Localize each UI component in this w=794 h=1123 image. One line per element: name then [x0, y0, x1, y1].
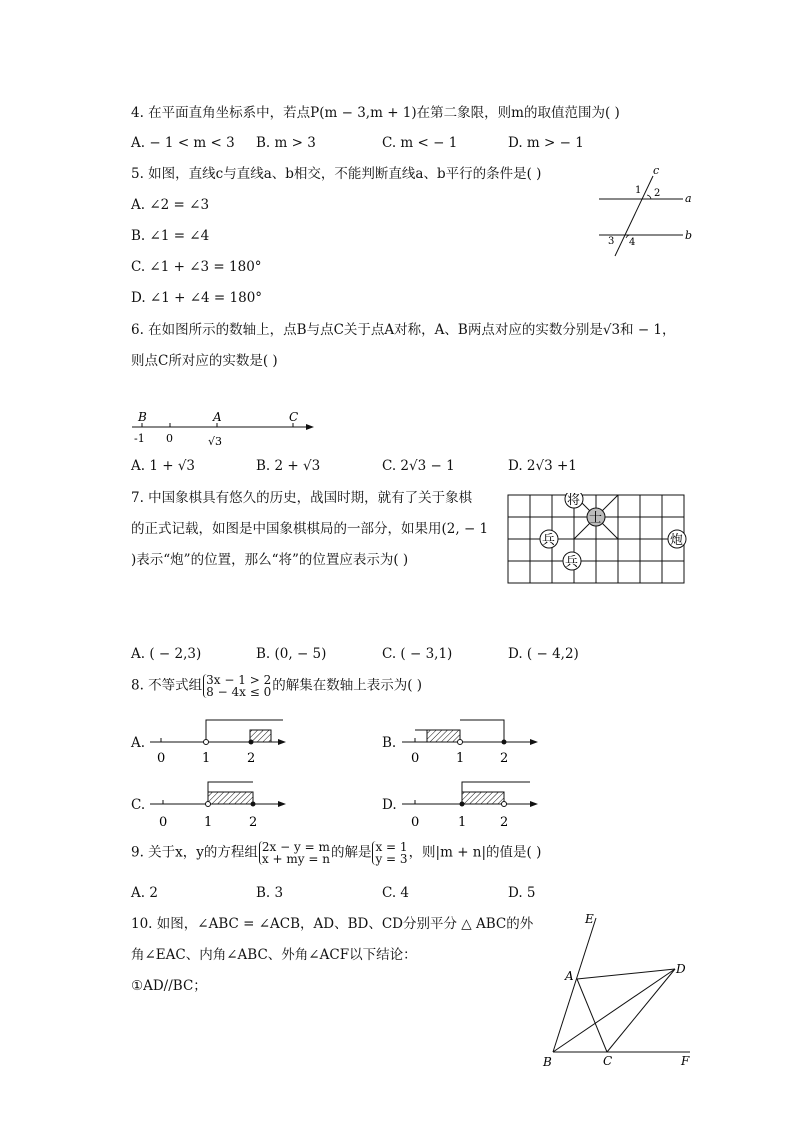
q7-piece-shi	[587, 508, 605, 526]
q10-stem-line1: 10. 如图，∠ABC = ∠ACB，AD、BD、CD分别平分 △ ABC的外	[131, 916, 534, 932]
q10-stem-line2: 角∠EAC、内角∠ABC、外角∠ACF以下结论：	[131, 947, 417, 963]
q5-label-4: 4	[629, 237, 636, 248]
q6-option-b[interactable]: B. 2 + √3	[256, 458, 321, 474]
q6-tick-zero: 0	[166, 432, 173, 445]
q8-option-c-label[interactable]: C.	[131, 797, 146, 813]
q5-label-3: 3	[608, 236, 615, 247]
q9-stem	[131, 841, 541, 865]
q5-label-c: c	[653, 164, 660, 177]
q7-option-c[interactable]: C. ( − 3,1)	[382, 646, 453, 662]
q7-stem-line3: )表示“炮”的位置，那么“将”的位置应表示为( )	[131, 552, 409, 568]
q5-option-c[interactable]: C. ∠1 + ∠3 = 180°	[131, 259, 262, 275]
q9-option-d[interactable]: D. 5	[508, 885, 536, 901]
q7-option-a[interactable]: A. ( − 2,3)	[131, 646, 202, 662]
q7-stem-line1: 7. 中国象棋具有悠久的历史，战国时期，就有了关于象棋	[131, 490, 473, 506]
svg-text:1: 1	[202, 751, 211, 766]
svg-text:2: 2	[249, 815, 258, 830]
q10-item1: ①AD//BC；	[131, 978, 207, 994]
q7-piece-jiang	[565, 493, 583, 508]
q9-solution	[372, 841, 407, 865]
svg-text:0: 0	[411, 815, 420, 830]
q8-option-a-label[interactable]: A.	[131, 735, 146, 751]
svg-text:0: 0	[157, 751, 166, 766]
q9-option-c[interactable]: C. 4	[382, 885, 410, 901]
q6-tick-sqrt3: √3	[208, 435, 223, 448]
q6-option-d[interactable]: D. 2√3 +1	[508, 458, 577, 474]
q4-stem: 4. 在平面直角坐标系中，若点P(m − 3,m + 1)在第二象限，则m的取值范围为( )	[131, 105, 620, 121]
q9-option-a[interactable]: A. 2	[131, 885, 158, 901]
q8-option-b-number-line[interactable]	[400, 715, 545, 770]
q5-label-a: a	[685, 192, 692, 205]
q9-solution-line1: x = 1	[375, 840, 408, 854]
q7-piece-bing-left	[540, 530, 558, 548]
q6-number-line	[130, 405, 330, 455]
q6-option-a[interactable]: A. 1 + √3	[131, 458, 196, 474]
q6-stem-line2: 则点C所对应的实数是( )	[131, 353, 278, 369]
svg-text:0: 0	[159, 815, 168, 830]
svg-text:士: 士	[589, 511, 603, 526]
q9-stem-suffix: ，则|m + n|的值是( )	[408, 844, 542, 861]
q10-label-b: B	[543, 1055, 552, 1069]
q4-option-d[interactable]: D. m > − 1	[508, 135, 584, 151]
q8-system-line1: 3x − 1 > 2	[206, 673, 272, 687]
q6-label-b: B	[138, 410, 147, 424]
q7-piece-pao	[668, 530, 686, 548]
q4-option-a[interactable]: A. − 1 < m < 3	[131, 135, 235, 151]
q8-option-a-number-line[interactable]	[148, 715, 293, 770]
q10-triangle-figure	[535, 905, 705, 1075]
q6-stem-line1: 6. 在如图所示的数轴上，点B与点C关于点A对称，A、B两点对应的实数分别是√3和 − 1，	[131, 322, 676, 338]
q9-system-line2: x + my = n	[261, 852, 330, 866]
q10-label-a: A	[565, 969, 574, 983]
q6-tick-minus1: -1	[134, 432, 145, 445]
q9-stem-prefix: 9. 关于x，y的方程组	[131, 844, 258, 861]
q9-option-b[interactable]: B. 3	[256, 885, 284, 901]
q8-option-b-label[interactable]: B.	[382, 735, 397, 751]
q4-option-b[interactable]: B. m > 3	[256, 135, 316, 151]
q5-figure	[595, 160, 705, 260]
svg-text:炮: 炮	[670, 533, 684, 548]
q5-option-a[interactable]: A. ∠2 = ∠3	[131, 197, 210, 213]
q9-solution-line2: y = 3	[375, 852, 408, 866]
q8-stem-prefix: 8. 不等式组	[131, 677, 203, 694]
q9-system-line1: 2x − y = m	[261, 840, 330, 854]
q6-label-c: C	[289, 410, 299, 424]
svg-text:1: 1	[456, 751, 465, 766]
svg-text:2: 2	[500, 751, 509, 766]
svg-text:2: 2	[247, 751, 256, 766]
q10-label-d: D	[676, 962, 686, 976]
q8-system-line2: 8 − 4x ≤ 0	[206, 685, 272, 699]
q8-option-d-number-line[interactable]	[400, 777, 545, 832]
q9-system	[259, 841, 330, 865]
q5-label-b: b	[685, 229, 693, 242]
q10-label-f: F	[681, 1054, 690, 1068]
q6-option-c[interactable]: C. 2√3 − 1	[382, 458, 455, 474]
q7-option-b[interactable]: B. (0, − 5)	[256, 646, 327, 662]
q6-label-a: A	[213, 410, 222, 424]
q8-stem-suffix: 的解集在数轴上表示为( )	[272, 677, 423, 694]
q10-label-c: C	[603, 1054, 613, 1068]
q8-system	[203, 674, 271, 698]
q5-label-2: 2	[654, 188, 661, 199]
q8-stem	[131, 674, 422, 698]
q7-piece-bing-bottom	[563, 552, 581, 570]
svg-text:2: 2	[500, 815, 509, 830]
q7-option-d[interactable]: D. ( − 4,2)	[508, 646, 579, 662]
q8-option-d-label[interactable]: D.	[382, 797, 397, 813]
q9-stem-mid: 的解是	[330, 844, 372, 861]
q5-stem: 5. 如图，直线c与直线a、b相交，不能判断直线a、b平行的条件是( )	[131, 166, 542, 182]
svg-text:0: 0	[411, 751, 420, 766]
svg-text:将: 将	[567, 493, 581, 508]
q8-option-c-number-line[interactable]	[148, 777, 293, 832]
q5-option-d[interactable]: D. ∠1 + ∠4 = 180°	[131, 290, 263, 306]
svg-text:兵: 兵	[542, 533, 556, 548]
q4-option-c[interactable]: C. m < − 1	[382, 135, 458, 151]
q5-label-1: 1	[635, 185, 642, 196]
q7-chess-board	[505, 493, 690, 593]
q5-option-b[interactable]: B. ∠1 = ∠4	[131, 228, 210, 244]
svg-text:兵: 兵	[565, 555, 579, 570]
q7-stem-line2: 的正式记载，如图是中国象棋棋局的一部分，如果用(2, − 1	[131, 521, 489, 537]
q10-label-e: E	[585, 912, 594, 926]
svg-text:1: 1	[458, 815, 467, 830]
svg-text:1: 1	[204, 815, 213, 830]
